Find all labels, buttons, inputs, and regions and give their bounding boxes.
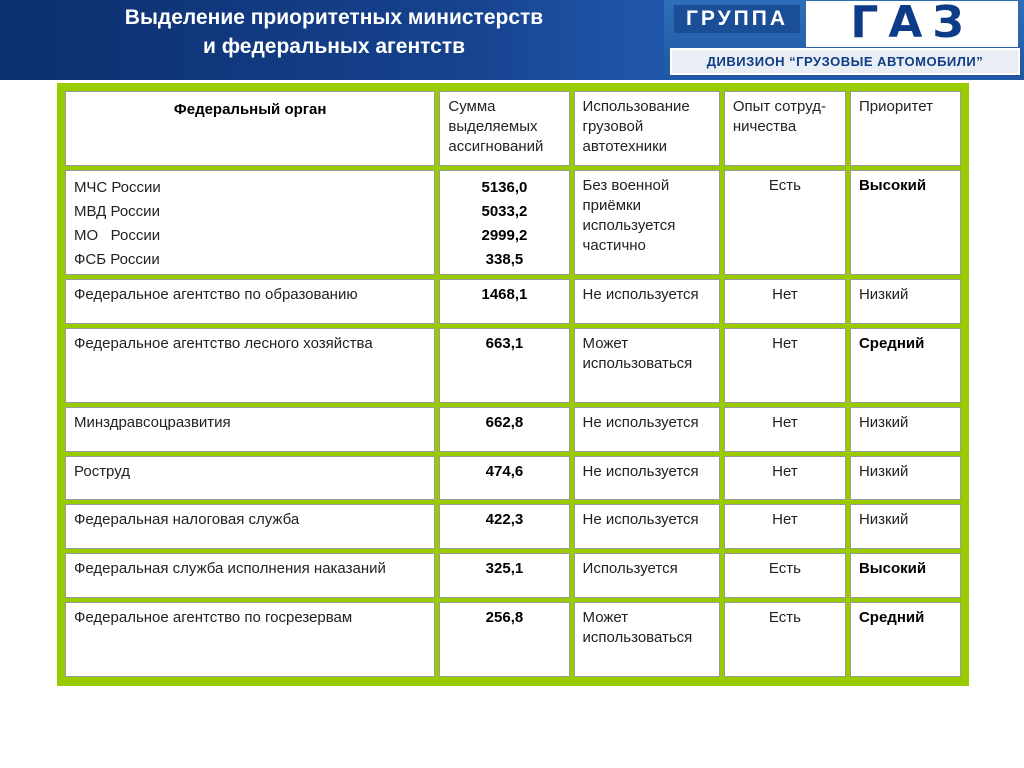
table-row bbox=[65, 504, 961, 549]
experience-cell: Есть bbox=[724, 170, 846, 275]
experience-cell: Есть bbox=[724, 602, 846, 677]
table-header-row bbox=[65, 91, 961, 166]
priority-cell: Средний bbox=[850, 602, 961, 677]
experience-cell: Нет bbox=[724, 279, 846, 324]
table-frame bbox=[57, 83, 969, 686]
experience-cell: Нет bbox=[724, 504, 846, 549]
priority-cell: Средний bbox=[850, 328, 961, 403]
agency-cell: Федеральное агентство лесного хозяйства bbox=[65, 328, 435, 403]
agency-cell: Роструд bbox=[65, 456, 435, 501]
priority-cell: Низкий bbox=[850, 456, 961, 501]
priority-cell: Высокий bbox=[850, 553, 961, 598]
title-line-2: и федеральных агентств bbox=[202, 35, 466, 58]
agency-name: МО России bbox=[74, 227, 161, 244]
amount-value: 2999,2 bbox=[481, 227, 528, 244]
table-row bbox=[65, 407, 961, 452]
logo-division-text: ДИВИЗИОН “ГРУЗОВЫЕ АВТОМОБИЛИ” bbox=[706, 54, 984, 69]
usage-cell: Не используется bbox=[574, 407, 720, 452]
logo-division-banner bbox=[670, 48, 1020, 75]
table-row bbox=[65, 279, 961, 324]
usage-cell: Используется bbox=[574, 553, 720, 598]
amount-cell bbox=[439, 170, 569, 275]
table-row bbox=[65, 553, 961, 598]
logo-gaz-text: ГАЗ bbox=[850, 0, 974, 48]
agency-cell: Федеральная налоговая служба bbox=[65, 504, 435, 549]
agency-cell: Федеральное агентство по образованию bbox=[65, 279, 435, 324]
usage-cell: Не используется bbox=[574, 279, 720, 324]
title-line-1: Выделение приоритетных министерств bbox=[124, 6, 544, 29]
agency-cell: Федеральное агентство по госрезервам bbox=[65, 602, 435, 677]
agency-name: МЧС России bbox=[74, 179, 161, 196]
gaz-group-logo bbox=[664, 0, 1024, 80]
agency-cell: Минздравсоцразвития bbox=[65, 407, 435, 452]
experience-cell: Нет bbox=[724, 407, 846, 452]
header-experience: Опыт сотруд-ничества bbox=[724, 91, 846, 166]
amount-cell: 256,8 bbox=[439, 602, 569, 677]
table-row bbox=[65, 456, 961, 501]
experience-cell: Есть bbox=[724, 553, 846, 598]
agency-name: ФСБ России bbox=[74, 251, 160, 268]
amount-cell: 1468,1 bbox=[439, 279, 569, 324]
header-federal-body: Федеральный орган bbox=[65, 91, 435, 166]
agencies-table bbox=[61, 87, 965, 681]
experience-cell: Нет bbox=[724, 456, 846, 501]
slide-header bbox=[0, 0, 1024, 80]
header-usage: Использование грузовой автотехники bbox=[574, 91, 720, 166]
table-row bbox=[65, 328, 961, 403]
agency-cell: Федеральная служба исполнения наказаний bbox=[65, 553, 435, 598]
usage-cell: Не используется bbox=[574, 456, 720, 501]
priority-cell: Низкий bbox=[850, 407, 961, 452]
usage-cell: Не используется bbox=[574, 504, 720, 549]
amount-value: 5033,2 bbox=[481, 203, 528, 220]
amount-cell: 325,1 bbox=[439, 553, 569, 598]
table-row bbox=[65, 602, 961, 677]
agency-cell bbox=[65, 170, 435, 275]
amount-cell: 474,6 bbox=[439, 456, 569, 501]
usage-cell: Может использоваться bbox=[574, 602, 720, 677]
table-row bbox=[65, 170, 961, 275]
priority-cell: Низкий bbox=[850, 504, 961, 549]
amount-value: 338,5 bbox=[485, 251, 524, 268]
logo-group-text: ГРУППА bbox=[674, 5, 800, 33]
slide-title bbox=[0, 3, 668, 61]
experience-cell: Нет bbox=[724, 328, 846, 403]
usage-cell: Может использоваться bbox=[574, 328, 720, 403]
logo-gaz-box bbox=[806, 1, 1018, 47]
priority-cell: Низкий bbox=[850, 279, 961, 324]
amount-cell: 662,8 bbox=[439, 407, 569, 452]
usage-cell: Без военной приёмки используется частично bbox=[574, 170, 720, 275]
amount-value: 5136,0 bbox=[481, 179, 528, 196]
priority-cell: Высокий bbox=[850, 170, 961, 275]
header-priority: Приоритет bbox=[850, 91, 961, 166]
header-amount: Сумма выделяемых ассигнований bbox=[439, 91, 569, 166]
amount-cell: 422,3 bbox=[439, 504, 569, 549]
amount-cell: 663,1 bbox=[439, 328, 569, 403]
agency-name: МВД России bbox=[74, 203, 160, 220]
